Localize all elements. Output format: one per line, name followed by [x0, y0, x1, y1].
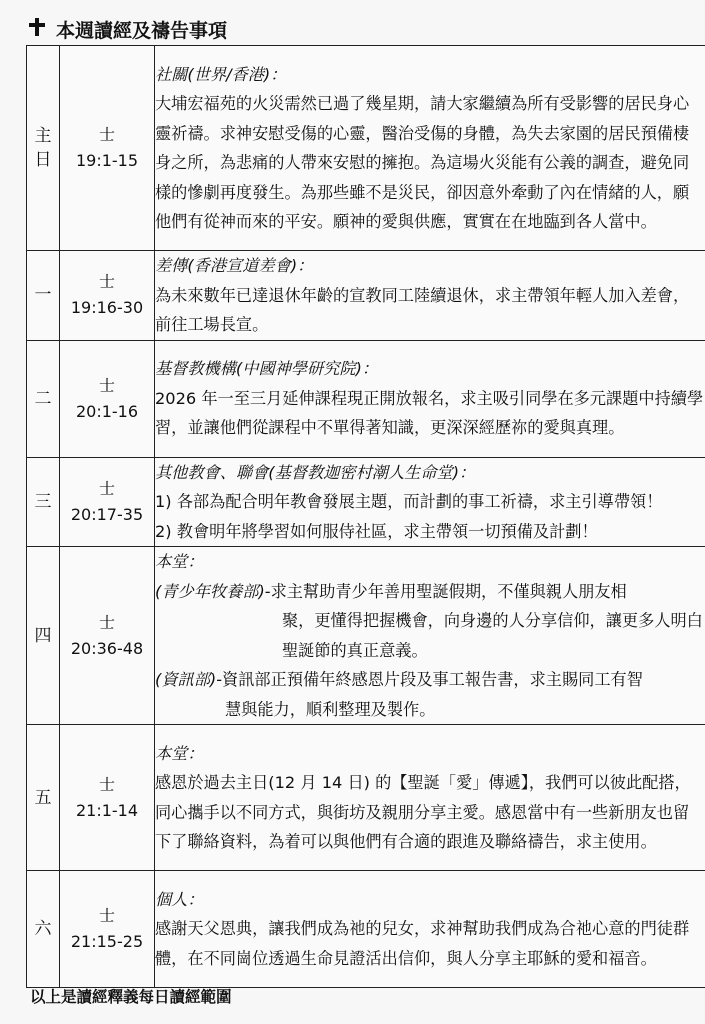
category-label: 社關(世界/香港)：	[155, 64, 287, 84]
ministry-label: (青少年牧養部)	[155, 581, 265, 601]
category-label: 個人：	[155, 889, 204, 909]
prayer-text: 大埔宏福苑的火災需然已過了幾星期，請大家繼續為所有受影響的居民身心靈祈禱。求神安慰受傷的心靈，醫治受傷的身體，為失去家園的居民預備棲身之所，為悲痛的人帶來安慰的擁抱。為這場火災能有公義的調查，避免同樣的慘劇再度發生。為那些雖不是災民，卻因意外牽動了內在情緒的人，願他們有從神而來的平安。願神的愛與供應，實實在在地臨到各人當中。	[155, 94, 690, 231]
table-row	[27, 251, 705, 341]
prayer-text: 2026 年一至三月延伸課程現正開放報名，求主吸引同學在多元課題中持續學習，並讓他們從課程中不單得著知識，更深深經歷祢的愛與真理。	[155, 388, 704, 438]
category-label: 差傳(香港宣道差會)：	[155, 256, 314, 275]
table-row	[27, 46, 705, 251]
page-title	[28, 16, 698, 46]
table-row	[27, 340, 705, 457]
prayer-cell	[155, 251, 705, 341]
ministry-label: (資訊部)	[155, 670, 217, 689]
day-cell: 四	[27, 547, 60, 725]
day-cell: 六	[27, 871, 60, 988]
day-cell: 主日	[27, 46, 60, 251]
prayer-text: 感恩於過去主日(12 月 14 日) 的【聖誕「愛」傳遞】，我們可以彼此配搭，同心攜手以不同方式，與街坊及親朋分享主愛。感恩當中有一些新朋友也留下了聯絡資料，為着可以與他們有合適的跟進及聯絡禱告，求主使用。	[155, 773, 691, 851]
scripture-cell: 士 19:1-15	[60, 46, 155, 251]
ministry-continuation: 慧與能力，順利整理及製作。	[225, 699, 436, 719]
prayer-cell	[155, 46, 705, 251]
ministry-item: (青少年牧養部)-求主幫助青少年善用聖誕假期，不僅與親人朋友相	[155, 581, 627, 601]
scripture-cell: 士 20:1-16	[60, 340, 155, 457]
footer-note: 以上是讀經釋義每日讀經範圍	[30, 988, 232, 1006]
reading-prayer-table	[26, 45, 705, 988]
prayer-cell	[155, 457, 705, 547]
day-cell: 一	[27, 251, 60, 341]
table-row	[27, 725, 705, 871]
table-row	[27, 871, 705, 988]
ministry-continuation: 聚，更懂得把握機會，向身邊的人分享信仰，讓更多人明白聖誕節的真正意義。	[282, 611, 703, 660]
day-cell: 三	[27, 457, 60, 547]
day-cell: 五	[27, 725, 60, 871]
prayer-cell	[155, 340, 705, 457]
table-row	[27, 457, 705, 547]
prayer-cell	[155, 547, 705, 725]
day-cell: 二	[27, 340, 60, 457]
title-text: 本週讀經及禱告事項	[56, 20, 228, 42]
scripture-cell: 士 20:17-35	[60, 457, 155, 547]
prayer-cell	[155, 725, 705, 871]
table-row	[27, 547, 705, 725]
list-item: 1) 各部為配合明年教會發展主題，而計劃的事工祈禱，求主引導帶領！	[155, 492, 663, 511]
prayer-cell	[155, 871, 705, 988]
category-label: 本堂：	[155, 743, 204, 763]
category-label: 基督教機構(中國神學研究院)：	[155, 359, 379, 379]
prayer-text: 為未來數年已達退休年齡的宣教同工陸續退休，求主帶領年輕人加入差會，前往工場長宣。	[155, 285, 690, 334]
category-label: 其他教會、聯會(基督教迦密村潮人生命堂)：	[155, 462, 476, 482]
scripture-cell: 士 21:15-25	[60, 871, 155, 988]
ministry-item: (資訊部)-資訊部正預備年終感恩片段及事工報告書，求主賜同工有智	[155, 670, 643, 689]
cross-icon	[28, 16, 50, 46]
list-item: 2) 教會明年將學習如何服侍社區，求主帶領一切預備及計劃！	[155, 521, 598, 541]
prayer-text: 感謝天父恩典，讓我們成為祂的兒女，求神幫助我們成為合祂心意的門徒群體，在不同崗位透過生命見證活出信仰，與人分享主耶穌的愛和福音。	[155, 919, 690, 968]
scripture-cell: 士 19:16-30	[60, 251, 155, 341]
category-label: 本堂：	[155, 552, 204, 571]
scripture-cell: 士 20:36-48	[60, 547, 155, 725]
scripture-cell: 士 21:1-14	[60, 725, 155, 871]
